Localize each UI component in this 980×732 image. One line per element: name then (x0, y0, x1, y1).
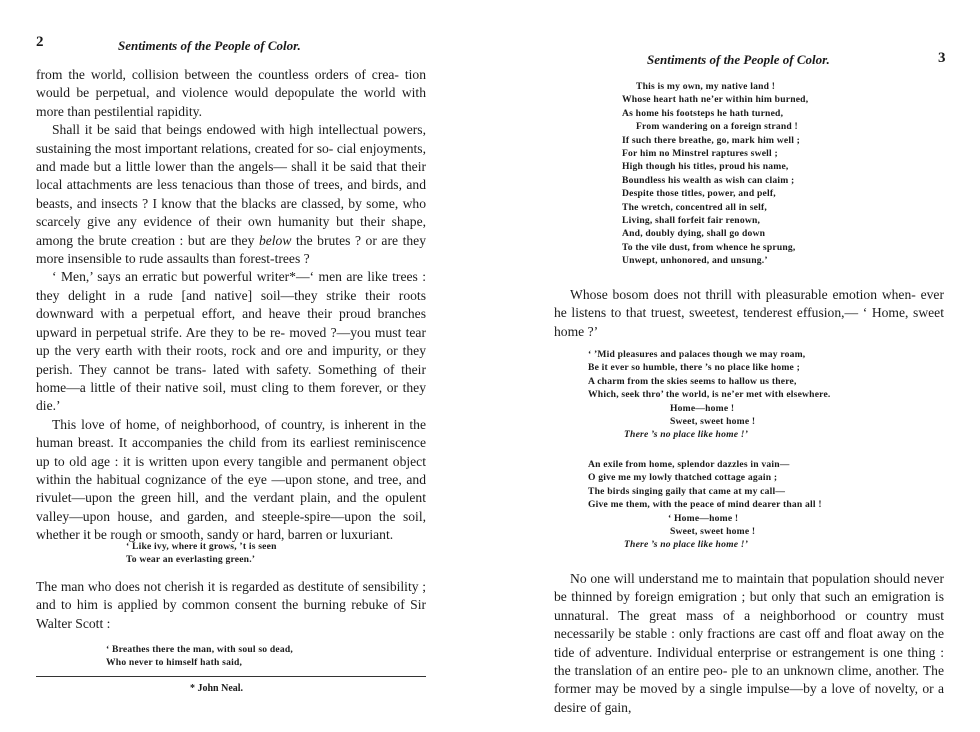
quote-block (126, 540, 277, 567)
poem-line: Living, shall forfeit fair renown, (622, 215, 761, 227)
poem-line: Whose heart hath ne’er within him burned, (622, 94, 809, 106)
body-text (36, 66, 426, 545)
song-refrain: There ’s no place like home !’ (624, 429, 749, 441)
page-number: 2 (36, 34, 44, 50)
song-line: ‘ ’Mid pleasures and palaces though we may roam, (588, 349, 806, 360)
footnote-rule (36, 676, 426, 677)
song-line: Give me them, with the peace of mind dearer than all ! (588, 499, 822, 511)
body-text (554, 570, 944, 717)
quote-line: To wear an everlasting green.’ (126, 554, 256, 566)
body-text (36, 578, 426, 633)
quote-block (106, 643, 293, 670)
poem-line: And, doubly dying, shall go down (622, 228, 766, 240)
poem-line: High though his titles, proud his name, (622, 161, 789, 173)
poem-line: Despite those titles, power, and pelf, (622, 188, 776, 200)
body-text (554, 286, 944, 341)
poem-line: As home his footsteps he hath turned, (622, 107, 784, 119)
poem-line: If such there breathe, go, mark him well ; (622, 134, 801, 146)
song-line: An exile from home, splendor dazzles in vain— (588, 459, 790, 470)
paragraph: Whose bosom does not thrill with pleasurable emotion when- ever he listens to that truest, sweetest, tenderest effusion,— ‘ Home, sweet home ?’ (554, 287, 944, 339)
song-refrain: Sweet, sweet home ! (670, 526, 756, 538)
poem-line: Unwept, unhonored, and unsung.’ (622, 255, 768, 267)
running-head: Sentiments of the People of Color. (647, 52, 830, 67)
paragraph: This love of home, of neighborhood, of country, is inherent in the human breast. It accompanies the child from its earliest reminiscence up to old age : it is written upon every tangible and permanent object within the habitual cognizance of the eye —upon stone, and tree, and rivulet—upon the green hill, and the verdant plain, and the opulent valley—upon house, and garden, and steeple-spire—upon the soil, whether it be rough or smooth, sandy or hard, barren or luxuriant. (36, 416, 426, 543)
poem-line: The wretch, concentred all in self, (622, 201, 767, 213)
emphasis-text: below (258, 232, 292, 248)
song-block (588, 348, 831, 442)
song-line: O give me my lowly thatched cottage again ; (588, 472, 778, 484)
text-run: Shall it be said that beings endowed with high intellectual powers, sustaining the most important relations, created for so- cial enjoyments, and made but a little lower than the angels— shall it be said that their local attachments are less tenacious than those of trees, and birds, and beasts, and insects ? I know that the blacks are classed, by some, who scarcely give any evidence of their own humanity but their shape, among the brute creation : but are they (36, 122, 426, 248)
song-refrain: There ’s no place like home !’ (624, 539, 749, 551)
song-line: The birds singing gaily that came at my call— (588, 485, 786, 497)
quote-line: ‘ Like ivy, where it grows, ’t is seen (126, 541, 277, 552)
text-run: the brutes ? or are they more insensible to rude assaults than forest-trees ? (36, 232, 426, 267)
paragraph: The man who does not cherish it is regarded as destitute of sensibility ; and to him is applied by common consent the burning rebuke of Sir Walter Scott : (36, 579, 426, 631)
poem-line: Boundless his wealth as wish can claim ; (622, 174, 795, 186)
paragraph (36, 121, 426, 268)
quote-line: ‘ Breathes there the man, with soul so dead, (106, 644, 293, 655)
quote-line: Who never to himself hath said, (106, 657, 243, 669)
poem-line: To the vile dust, from whence he sprung, (622, 241, 796, 253)
page-number: 3 (938, 50, 946, 66)
poem-line: From wandering on a foreign strand ! (636, 121, 798, 133)
poem-block (622, 80, 808, 268)
poem-line: For him no Minstrel raptures swell ; (622, 148, 778, 160)
song-refrain: Sweet, sweet home ! (670, 416, 756, 428)
poem-line: This is my own, my native land ! (636, 81, 776, 92)
song-refrain: ‘ Home—home ! (668, 512, 739, 524)
paragraph: from the world, collision between the countless orders of crea- tion would be perpetual, and violence would depopulate the world with more than pestilential rapidity. (36, 67, 426, 119)
running-head: Sentiments of the People of Color. (118, 38, 301, 53)
song-block (588, 458, 822, 552)
song-line: Which, seek thro’ the world, is ne’er met with elsewhere. (588, 389, 831, 401)
paragraph: ‘ Men,’ says an erratic but powerful writer*—‘ men are like trees : they delight in a rude [and native] soil—they strike their roots downward with a perpetual effort, and heave their proud branches upward in perpetual strife. Are they to be re- moved ?—you must tear up the very earth with their roots, rock and ore and impurity, or they perish. They cannot be trans- lated with safety. Something of their home—a little of their native soil, must cling to them forever, or they die.’ (36, 269, 426, 414)
song-line: Be it ever so humble, there ’s no place like home ; (588, 362, 801, 374)
footnote: * John Neal. (190, 683, 244, 694)
right-page (490, 0, 980, 732)
song-line: A charm from the skies seems to hallow us there, (588, 375, 797, 387)
song-refrain: Home—home ! (670, 402, 735, 414)
paragraph: No one will understand me to maintain that population should never be thinned by foreign emigration ; but only that such an emigration is unnatural. The great mass of a neighborhood or country must necessarily be stable : only fractions are cast off and float away on the tide of adventure. Individual enterprise or estrangement is one thing : the translation of an entire peo- ple to an unknown clime, another. The former may be moved by a single impulse—by a love of novelty, or a desire of gain, (554, 571, 944, 715)
